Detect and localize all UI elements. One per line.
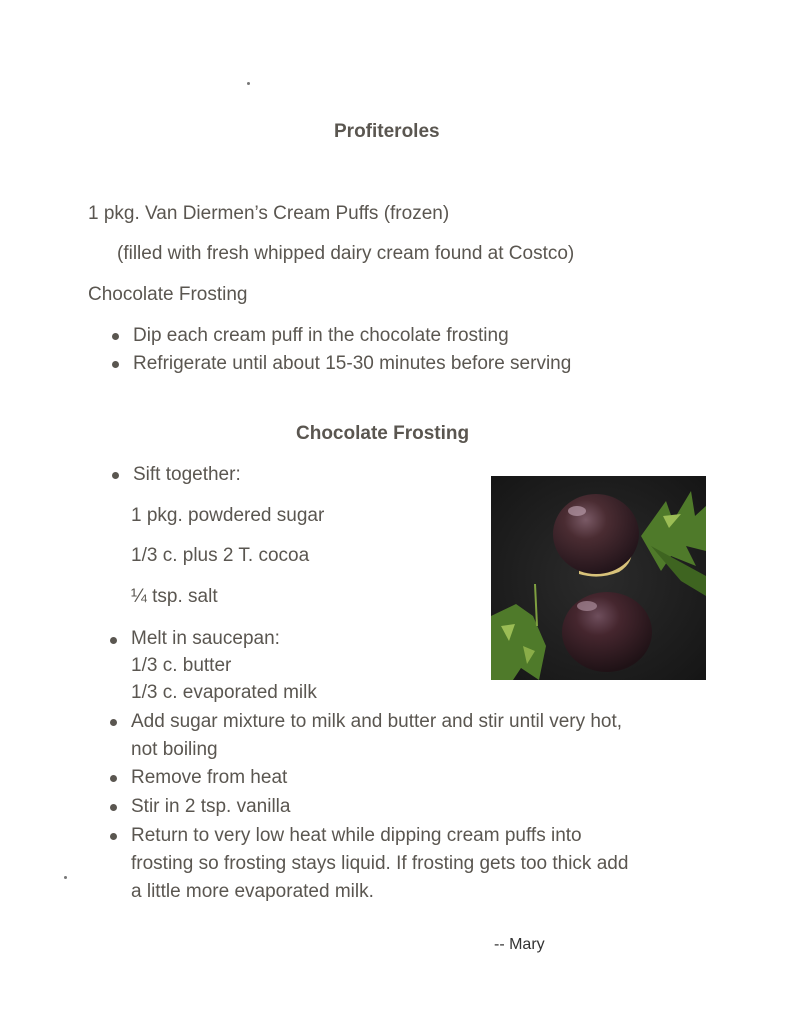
ingredient-line: Chocolate Frosting: [88, 284, 248, 305]
sift-item: 1 pkg. powdered sugar: [131, 505, 325, 526]
melt-label: Melt in saucepan:: [131, 628, 280, 649]
frosting-step-line: Stir in 2 tsp. vanilla: [131, 796, 291, 817]
bullet-icon: [112, 361, 119, 368]
signature: -- Mary: [494, 936, 545, 953]
bullet-icon: [110, 637, 117, 644]
sift-item: ¼ tsp. salt: [131, 586, 218, 607]
melt-item: 1/3 c. butter: [131, 655, 232, 676]
frosting-step-line: Add sugar mixture to milk and butter and stir until very hot,: [131, 711, 623, 732]
sift-label: Sift together:: [133, 464, 241, 485]
bullet-icon: [110, 719, 117, 726]
paper-speck: [247, 82, 250, 85]
bullet-icon: [112, 333, 119, 340]
frosting-step-line: not boiling: [131, 739, 218, 760]
frosting-step-line: a little more evaporated milk.: [131, 881, 374, 902]
recipe-title: Profiteroles: [334, 121, 440, 142]
sift-item: 1/3 c. plus 2 T. cocoa: [131, 545, 310, 566]
cream-puff: [562, 592, 652, 672]
frosting-title: Chocolate Frosting: [296, 423, 470, 444]
ingredient-line: 1 pkg. Van Diermen’s Cream Puffs (frozen): [88, 203, 450, 224]
bullet-icon: [112, 472, 119, 479]
bullet-icon: [110, 833, 117, 840]
frosting-step-line: Return to very low heat while dipping cream puffs into: [131, 825, 582, 846]
melt-item: 1/3 c. evaporated milk: [131, 682, 317, 703]
bullet-icon: [110, 775, 117, 782]
frosting-step-line: Remove from heat: [131, 767, 288, 788]
paper-speck: [64, 876, 67, 879]
bullet-icon: [110, 804, 117, 811]
frosting-step-line: frosting so frosting stays liquid. If frosting gets too thick add: [131, 853, 629, 874]
ingredient-note: (filled with fresh whipped dairy cream found at Costco): [117, 243, 575, 264]
step-item: Refrigerate until about 15-30 minutes before serving: [133, 353, 572, 374]
step-item: Dip each cream puff in the chocolate frosting: [133, 325, 509, 346]
cream-puff-photo: [491, 476, 706, 680]
